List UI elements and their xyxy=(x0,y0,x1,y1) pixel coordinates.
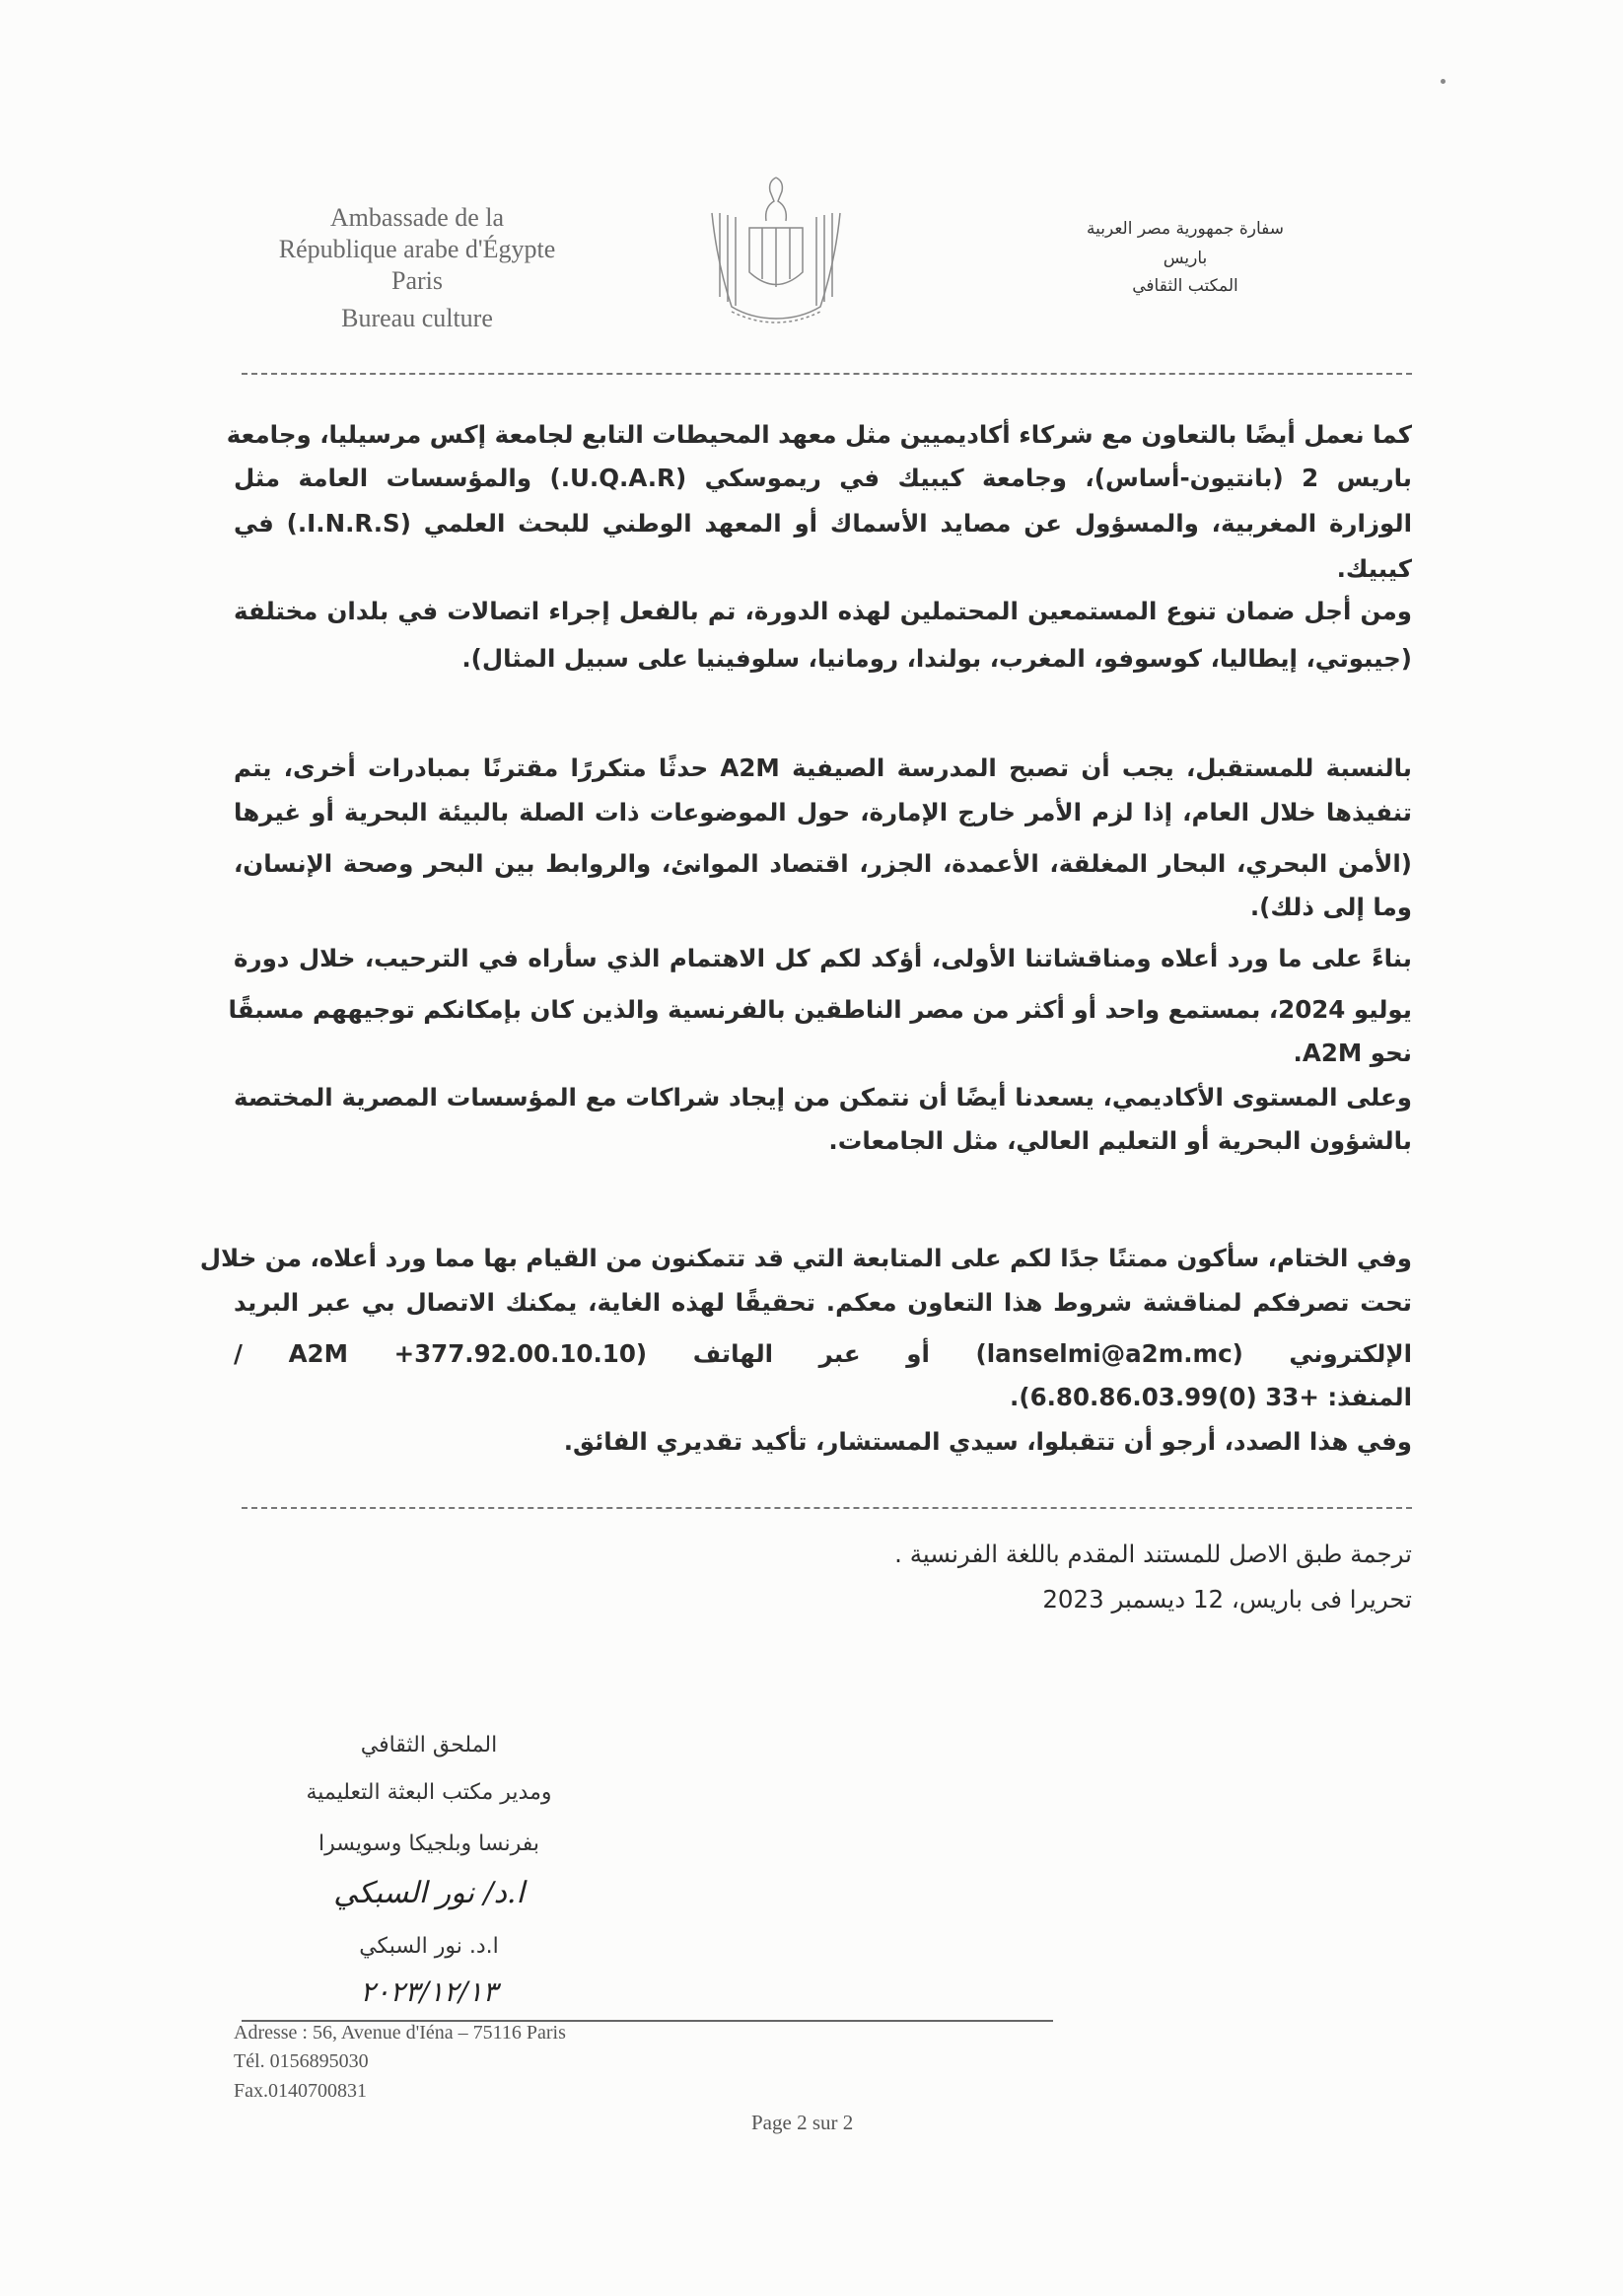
page-number: Page 2 sur 2 xyxy=(751,2111,854,2134)
body-line: ومن أجل ضمان تنوع المستمعين المحتملين لهذه الدورة، تم بالفعل إجراء اتصالات في بلدان مختلفة xyxy=(234,597,1412,625)
footer-fax: Fax.0140700831 xyxy=(234,2080,367,2102)
handwritten-date: ٢٠٢٣/١٢/١٣ xyxy=(360,1975,498,2008)
body-line: (جيبوتي، إيطاليا، كوسوفو، المغرب، بولندا، رومانيا، سلوفينيا على سبيل المثال). xyxy=(461,644,1412,673)
bureau-ar: المكتب الثقافي xyxy=(1132,276,1238,296)
header-divider xyxy=(242,373,1412,375)
body-line: بناءً على ما ورد أعلاه ومناقشاتنا الأولى، أؤكد لكم كل الاهتمام الذي سأراه في الترحيب، خلال دورة xyxy=(234,944,1412,972)
bureau-fr: Bureau culture xyxy=(341,304,493,332)
body-line: الوزارة المغربية، والمسؤول عن مصايد الأسماك أو المعهد الوطني للبحث العلمي (I.N.R.S.) في xyxy=(234,509,1412,538)
body-line: وفي الختام، سأكون ممتنًا جدًا لكم على المتابعة التي قد تتمكنون من القيام بها مما ورد أعلاه، من خلال xyxy=(199,1244,1412,1272)
body-line: وعلى المستوى الأكاديمي، يسعدنا أيضًا أن نتمكن من إيجاد شراكات مع المؤسسات المصرية المختصة xyxy=(234,1083,1412,1112)
body-line: كما نعمل أيضًا بالتعاون مع شركاء أكاديميين مثل معهد المحيطات التابع لجامعة إكس مرسيليا، وجامعة xyxy=(226,420,1412,449)
translation-note: ترجمة طبق الاصل للمستند المقدم باللغة الفرنسية . xyxy=(894,1540,1412,1568)
embassy-name-ar: سفارة جمهورية مصر العربية xyxy=(1086,219,1285,239)
body-line: بالشؤون البحرية أو التعليم العالي، مثل الجامعات. xyxy=(828,1126,1412,1155)
signatory-title-3: بفرنسا وبلجيكا وسويسرا xyxy=(318,1831,539,1856)
footer-address: Adresse : 56, Avenue d'Iéna – 75116 Paris xyxy=(234,2022,566,2044)
scan-speck xyxy=(1441,79,1446,84)
body-line: وما إلى ذلك). xyxy=(1249,893,1412,921)
date-line: تحريرا فى باريس، 12 ديسمبر 2023 xyxy=(1042,1585,1412,1614)
body-line: تحت تصرفكم لمناقشة شروط هذا التعاون معكم. تحقيقًا لهذه الغاية، يمكنك الاتصال بي عبر البريد xyxy=(234,1288,1412,1317)
egypt-eagle-emblem-icon xyxy=(702,174,850,331)
signatory-name: ا.د. نور السبكي xyxy=(359,1934,499,1959)
body-line: (الأمن البحري، البحار المغلقة، الأعمدة، الجزر، اقتصاد الموانئ، والروابط بين البحر وصحة الإنسان، xyxy=(234,849,1412,878)
signatory-title-1: الملحق الثقافي xyxy=(360,1733,498,1758)
body-divider xyxy=(242,1507,1412,1509)
body-line: نحو A2M. xyxy=(1293,1039,1412,1067)
body-line: تنفيذها خلال العام، إذا لزم الأمر خارج الإمارة، حول الموضوعات ذات الصلة بالبيئة البحرية أو غيرها xyxy=(234,798,1412,826)
embassy-city-fr: Paris xyxy=(391,266,443,295)
handwritten-signature: ا.د/ نور السبكي xyxy=(333,1876,525,1910)
signatory-title-2: ومدير مكتب البعثة التعليمية xyxy=(306,1780,552,1805)
embassy-name-fr-1: Ambassade de la xyxy=(329,203,505,232)
body-line: يوليو 2024، بمستمع واحد أو أكثر من مصر الناطقين بالفرنسية والذين كان بإمكانكم توجيههم مسبقًا xyxy=(228,995,1412,1024)
embassy-city-ar: باريس xyxy=(1163,249,1208,268)
body-line: كيبيك. xyxy=(1336,554,1412,583)
body-line: المنفذ: +33 (0)6.80.86.03.99). xyxy=(1010,1383,1412,1411)
embassy-name-fr-2: République arabe d'Égypte xyxy=(278,235,556,263)
body-line: بالنسبة للمستقبل، يجب أن تصبح المدرسة الصيفية A2M حدثًا متكررًا مقترنًا بمبادرات أخرى، يتم xyxy=(234,753,1413,782)
footer-tel: Tél. 0156895030 xyxy=(234,2050,369,2072)
body-line: الإلكتروني (lanselmi@a2m.mc) أو عبر الهاتف (A2M +377.92.00.10.10 / xyxy=(234,1339,1412,1368)
body-line: باريس 2 (بانتيون-أساس)، وجامعة كيبيك في ريموسكي (U.Q.A.R.) والمؤسسات العامة مثل xyxy=(234,464,1412,492)
body-line: وفي هذا الصدد، أرجو أن تتقبلوا، سيدي المستشار، تأكيد تقديري الفائق. xyxy=(563,1427,1412,1456)
